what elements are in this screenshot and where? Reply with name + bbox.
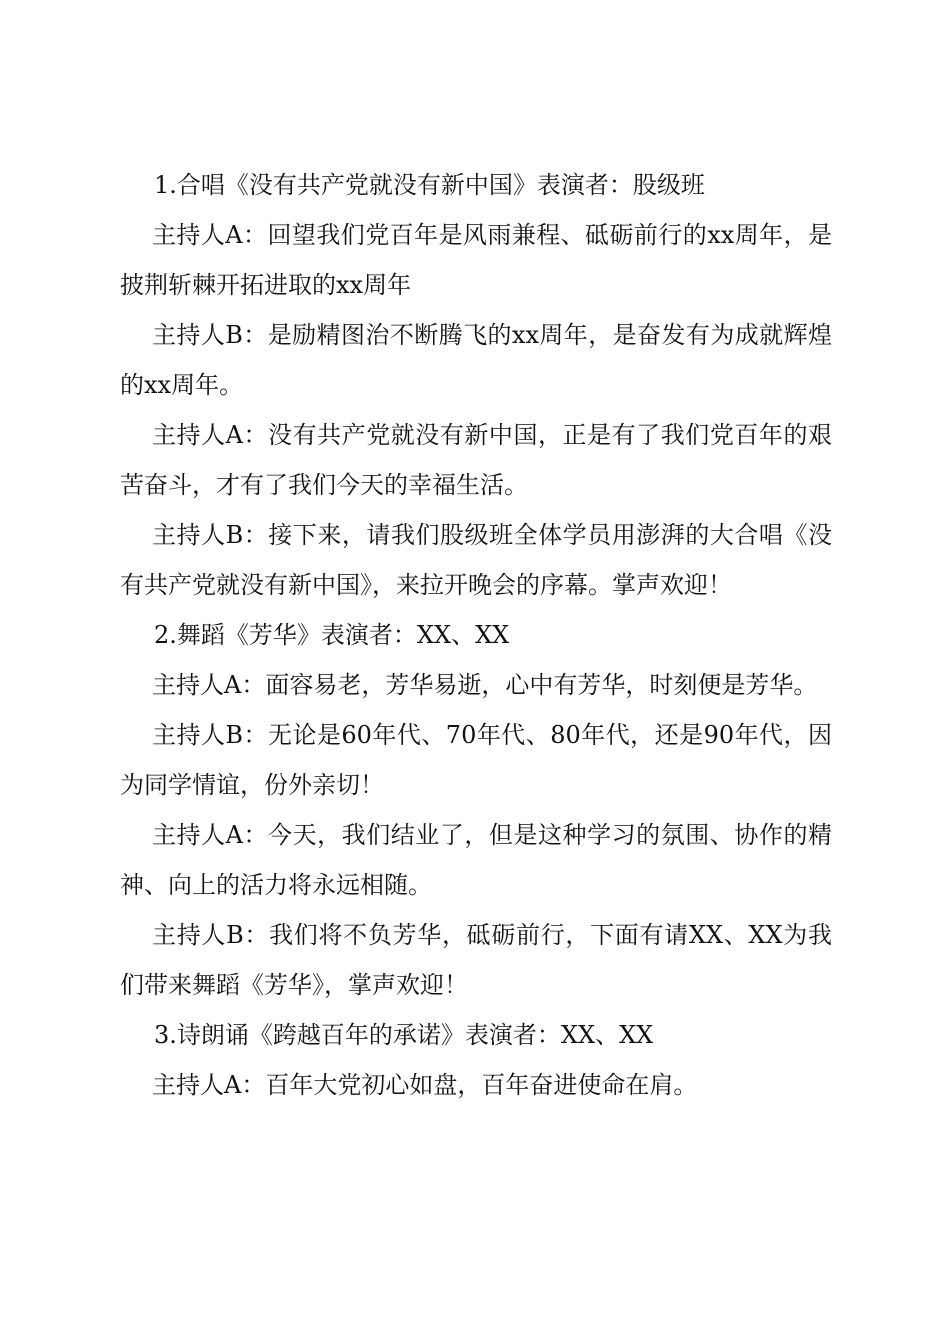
host-speech-paragraph: 主持人B：我们将不负芳华，砥砺前行，下面有请XX、XX为我们带来舞蹈《芳华》，掌声欢迎！ [120, 921, 832, 999]
host-speech-paragraph: 主持人B：无论是60年代、70年代、80年代，还是90年代，因为同学情谊，份外亲切！ [120, 721, 832, 799]
host-speech-paragraph: 主持人A：没有共产党就没有新中国，正是有了我们党百年的艰苦奋斗，才有了我们今天的幸福生活。 [120, 421, 832, 499]
program-item-heading: 3.诗朗诵《跨越百年的承诺》表演者：XX、XX [154, 1021, 654, 1049]
host-speech-paragraph: 主持人A：回望我们党百年是风雨兼程、砥砺前行的xx周年，是披荆斩棘开拓进取的xx周年 [120, 221, 832, 299]
host-speech-paragraph: 主持人B：是励精图治不断腾飞的xx周年，是奋发有为成就辉煌的xx周年。 [120, 321, 832, 399]
program-item-heading: 2.舞蹈《芳华》表演者：XX、XX [154, 621, 510, 649]
host-speech-paragraph: 主持人B：接下来，请我们股级班全体学员用澎湃的大合唱《没有共产党就没有新中国》，来拉开晚会的序幕。掌声欢迎！ [120, 521, 832, 599]
host-speech-paragraph: 主持人A：百年大党初心如盘，百年奋进使命在肩。 [152, 1071, 698, 1099]
document-page [120, 160, 832, 1110]
host-speech-paragraph: 主持人A：面容易老，芳华易逝，心中有芳华，时刻便是芳华。 [152, 671, 818, 699]
program-item-heading: 1.合唱《没有共产党就没有新中国》表演者：股级班 [154, 171, 705, 199]
host-speech-paragraph: 主持人A：今天，我们结业了，但是这种学习的氛围、协作的精神、向上的活力将永远相随。 [120, 821, 832, 899]
